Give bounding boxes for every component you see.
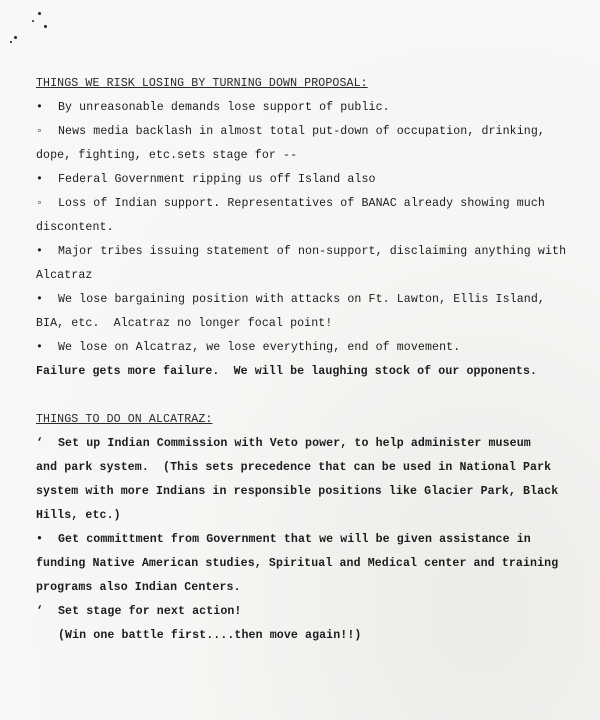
- ink-speck: [14, 36, 17, 39]
- list-item: [36, 240, 576, 288]
- section-heading-risks: THINGS WE RISK LOSING BY TURNING DOWN PROPOSAL:: [36, 77, 368, 90]
- bullet-marker: •: [36, 533, 44, 546]
- bullet-marker: •: [36, 173, 44, 186]
- item-text: By unreasonable demands lose support of public.: [58, 101, 390, 114]
- item-text: News media backlash in almost total put-down of occupation, drinking, dope, fighting, etc.sets stage for --: [36, 125, 545, 162]
- item-text: Loss of Indian support. Representatives of BANAC already showing much discontent.: [36, 197, 545, 234]
- list-item: [36, 336, 576, 360]
- closing-statement: (Win one battle first....then move again!!): [58, 629, 362, 642]
- item-text: We lose bargaining position with attacks on Ft. Lawton, Ellis Island, BIA, etc. Alcatraz no longer focal point!: [36, 293, 545, 330]
- ink-speck: [38, 12, 41, 15]
- document-body: [36, 72, 576, 648]
- bullet-marker: •: [36, 101, 44, 114]
- item-text: We lose on Alcatraz, we lose everything, end of movement.: [58, 341, 461, 354]
- list-item: [36, 168, 576, 192]
- ink-speck: [44, 25, 47, 28]
- section-heading-todo: THINGS TO DO ON ALCATRAZ:: [36, 413, 213, 426]
- list-item: [36, 288, 576, 336]
- list-item: [36, 600, 576, 624]
- section-spacer: [36, 384, 576, 408]
- bullet-marker: ‘: [36, 437, 44, 450]
- list-item: [36, 432, 576, 528]
- bullet-marker: ◦: [36, 197, 44, 210]
- bullet-marker: •: [36, 341, 44, 354]
- ink-speck: [10, 41, 12, 43]
- bullet-marker: •: [36, 293, 44, 306]
- ink-speck: [32, 20, 34, 22]
- list-item: [36, 528, 576, 600]
- item-text: Get committment from Government that we will be given assistance in funding Native American studies, Spiritual and Medical center and training programs also Indian Centers.: [36, 533, 559, 594]
- bullet-marker: •: [36, 245, 44, 258]
- item-text: Set stage for next action!: [58, 605, 242, 618]
- bullet-marker: ◦: [36, 125, 44, 138]
- item-text: Set up Indian Commission with Veto power, to help administer museum and park system. (This sets precedence that can be used in National Park system with more Indians in responsible positions like Glacier Park, Black Hills, etc.): [36, 437, 559, 522]
- list-item: [36, 120, 576, 168]
- item-text: Major tribes issuing statement of non-support, disclaiming anything with Alcatraz: [36, 245, 567, 282]
- list-item: [36, 96, 576, 120]
- item-text: Federal Government ripping us off Island also: [58, 173, 376, 186]
- list-item: [36, 192, 576, 240]
- bullet-marker: ‘: [36, 605, 44, 618]
- closing-statement: Failure gets more failure. We will be laughing stock of our opponents.: [36, 365, 538, 378]
